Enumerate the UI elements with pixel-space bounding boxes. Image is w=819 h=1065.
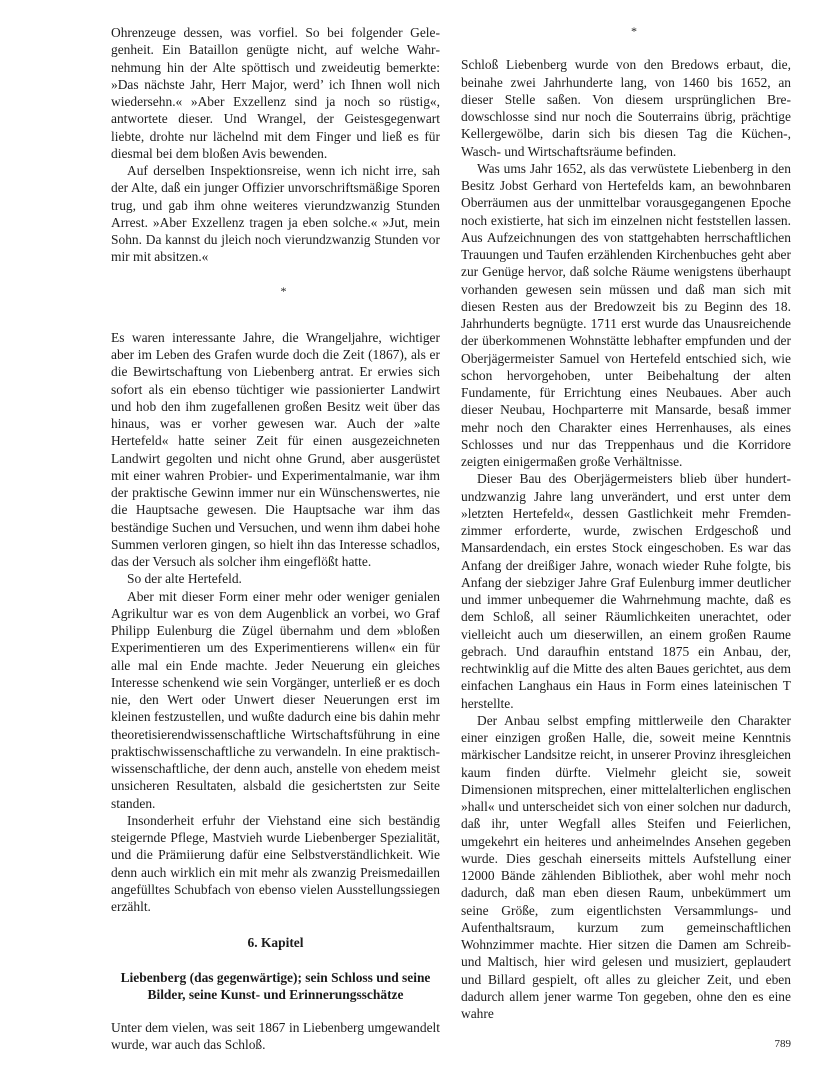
paragraph: Unter dem vielen, was seit 1867 in Liebenberg umgewandelt wurde, war auch das Schloß. bbox=[111, 1020, 440, 1053]
paragraph: Ohrenzeuge dessen, was vorfiel. So bei folgender Gelegenheit. Ein Bataillon genügte nicht, auf welche Wahrnehmung hin der Alte spöttisch und zweideutig bemerkte: »Das nächste Jahr, Herr Major, werd’ ich Ihnen woll nich wiedersehn.« »Aber Exzellenz sind ja noch so rüstig«, antwortete dieser. Und Wrangel, der Geistesgegenwart liebte, drohte nur lächelnd mit dem Finger und ließ es für diesmal bei dem bloßen Avis bewenden. bbox=[111, 25, 440, 161]
paragraph: Dieser Bau des Oberjägermeisters blieb über hundertundzwanzig Jahre lang unverändert, und erst unter dem »letzten Hertefeld«, dessen Gastlichkeit mehr Fremdenzimmer erforderte, wurde, zwischen Erdgeschoß und Mansardendach, ein erstes Stock eingeschoben. Es war das Anfang der dreißiger Jahre, wonach wieder Ruhe folgte, bis Anfang der siebziger Jahre Graf Eulenburg immer deutlicher und immer unbequemer die Wahrnehmung machte, daß es dem Schloß, all seiner Räumlichkeiten unerachtet, oder vielleicht auch um dieserwillen, an einem großen Raume gebrach. Und daraufhin entstand 1875 ein Anbau, der, rechtwinklig auf die Mitte des alten Baues gerichtet, aus dem einfachen Langhaus ein Haus in Form eines lateinischen T herstellte. bbox=[461, 471, 791, 711]
chapter-title: Liebenberg (das gegenwärtige); sein Schloss und seine Bilder, seine Kunst- und Erinnerungsschätze bbox=[120, 969, 431, 1002]
paragraph: Insonderheit erfuhr der Viehstand eine sich beständig steigernde Pflege, Mastvieh wurde Liebenberger Spezialität, und die Prämiierung dafür eine Selbstverständlichkeit. Wie denn auch wirklich ein mit mehr als zwanzig Preismedaillen angefülltes Schubfach von ebenso vielen Ausstellungssiegen erzählt. bbox=[111, 812, 440, 914]
paragraph: So der alte Hertefeld. bbox=[127, 571, 242, 587]
chapter-number: 6. Kapitel bbox=[247, 935, 304, 951]
paragraph: Der Anbau selbst empfing mittlerweile den Charakter einer einzigen großen Halle, die, soweit meine Kenntnis märkischer Landsitze reicht, in unserer Provinz ihresgleichen kaum finden dürfte. Vielmehr gleicht sie, soweit Dimensionen mitsprechen, einer mittelalterlichen englischen »hall« und unterscheidet sich von einer solchen nur dadurch, daß ihr, unter Wegfall alles Steifen und Feierlichen, umgekehrt ein heiteres und anheimelndes Ansehen gegeben wurde. Dies geschah einerseits mittels Aufstellung einer 12000 Bände zählenden Bibliothek, aber wohl mehr noch dadurch, daß man eben diesen Raum, unbekümmert um seine Größe, zum eigentlichsten Versammlungs- und Aufenthaltsraum, kurzum zum gemeinschaftlichen Wohnzimmer machte. Hier sitzen die Damen am Schreib- und Maltisch, hier wird gelesen und musiziert, geplaudert und Billard gespielt, oft alles zu gleicher Zeit, und eben dadurch allem jener warme Ton gegeben, ohne den es eine wahre bbox=[461, 712, 791, 1021]
paragraph: Schloß Liebenberg wurde von den Bredows erbaut, die, beinahe zwei Jahrhunderte lang, von 1460 bis 1652, an dieser Stelle saßen. Von diesem ursprünglichen Bredowschlosse sind nur noch die Souterrains übrig, prächtige Kellergewölbe, darin sich bis diesen Tag die Küchen-, Wasch- und Wirtschaftsräume befinden. bbox=[461, 57, 791, 159]
paragraph: Was ums Jahr 1652, als das verwüstete Liebenberg in den Besitz Jobst Gerhard von Hertefelds kam, an bewohnbaren Oberräumen aus der unmittelbar vorausgegangenen Epoche noch existierte, hat sich im einzelnen nicht feststellen lassen. Aus Aufzeichnungen des von stattgehabten herrschaftlichen Trauungen und Taufen erzählenden Kirchenbuches geht aber zur Genüge hervor, daß solche Räume wenigstens überhaupt vorhanden gewesen sein müssen und daß man sich mit diesen Resten aus der Bredowzeit bis zu Beginn des 18. Jahrhunderts begnügte. 1711 erst wurde das Unausreichende der überkommenen Wohnstätte lebhafter empfunden und der Oberjägermeister Samuel von Hertefeld entschied sich, wie schon hervorgehoben, unter Beibehaltung der alten Fundamente, für Errichtung eines Neubaues. Aber auch dieser Neubau, Hochparterre mit Mansarde, besaß immer mehr noch den Charakter eines Herrenhauses, als eines Schlosses und nur das Treppenhaus und die Korridore zeigten einigermaßen große Verhältnisse. bbox=[461, 160, 791, 469]
page-number: 789 bbox=[774, 1038, 791, 1050]
paragraph: Es waren interessante Jahre, die Wrangeljahre, wichtiger aber im Leben des Grafen wurde doch die Zeit (1867), als er die Bewirtschaftung von Liebenberg antrat. Er erwies sich sofort als ein ebenso tüchtiger wie passionierter Landwirt und hob den ihm zugefallenen großen Besitz weit über das hinaus, was er vorher gewesen war. Auch der »alte Hertefeld« hatte seiner Zeit für einen ausgezeichneten Landwirt gegolten und nicht ohne Grund, aber ausgerüstet mit einer wahren Probier- und Experimentalmanie, war ihm der praktische Gewinn immer nur ein Wünschenswertes, nie die Hauptsache gewesen. Die Hauptsache war ihm das beständige Suchen und Versuchen, und wenn ihm dabei hohe Summen verloren gingen, so hielt ihn das Interesse schadlos, das der Versuch als solcher ihm eingeflößt hatte. bbox=[111, 329, 440, 569]
section-separator: * bbox=[280, 283, 287, 298]
paragraph: Auf derselben Inspektionsreise, wenn ich nicht irre, sah der Alte, daß ein junger Offizier unvorschriftsmäßige Sporen trug, und gab ihm ohne weiteres vierundzwanzig Stunden Arrest. »Aber Exzellenz tragen ja eben solche.« »Jut, mein Sohn. Da kannst du jleich noch vierundzwanzig Stunden vor mir mit absitzen.« bbox=[111, 163, 440, 265]
paragraph: Aber mit dieser Form einer mehr oder weniger genialen Agrikultur war es von dem Augenblick an vorbei, wo Graf Philipp Eulenburg die Zügel übernahm und dem »bloßen Experimentieren um des Experimentierens willen« ein für alle mal ein Ende machte. Jeder Neuerung ein gleiches Interesse schenkend wie sein Vorgänger, unterließ er es doch nie, den Wert oder Unwert dieser Neuerungen erst im kleinen festzustellen, und wußte dadurch eine bis dahin mehr theoretisierendwissenschaftliche Wirtschaftsführung in eine praktischwissenschaftliche zu verwandeln. In eine praktischwissenschaftliche, der denn auch, anstelle von ehedem meist unsicheren Resultaten, alsbald die gesichertsten zur Seite standen. bbox=[111, 588, 440, 811]
left-text-column bbox=[111, 24, 440, 1054]
section-separator: * bbox=[631, 24, 637, 38]
right-text-column bbox=[461, 24, 791, 1022]
